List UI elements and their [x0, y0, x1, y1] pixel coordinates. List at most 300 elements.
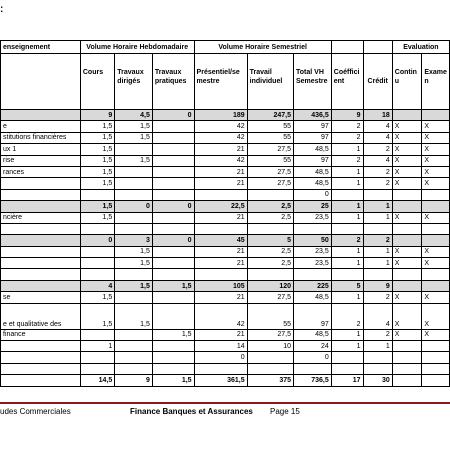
cell-cours: 1,5: [80, 132, 114, 143]
cell-e: X: [422, 155, 450, 166]
header-examen: Exame n: [422, 54, 450, 110]
cell-trav: [247, 189, 293, 200]
cell-pres: [194, 223, 247, 234]
cell-cours: 1,5: [80, 144, 114, 155]
cell-total: 225: [294, 280, 332, 291]
cell-e: [422, 363, 450, 374]
cell-credit: [363, 269, 392, 280]
cell-td: 1,5: [115, 280, 153, 291]
header-cours: Cours: [80, 54, 114, 110]
cell-tp: [152, 246, 194, 257]
cell-credit: 4: [363, 132, 392, 143]
cell-pres: 42: [194, 155, 247, 166]
cell-credit: 30: [363, 375, 392, 386]
cell-tp: [152, 352, 194, 363]
cell-c: [392, 235, 422, 246]
cell-c: [392, 363, 422, 374]
total-row: [1, 375, 450, 386]
cell-c: [392, 352, 422, 363]
cell-tp: [152, 269, 194, 280]
cell-pres: 42: [194, 303, 247, 329]
cell-c: [392, 110, 422, 121]
cell-e: X: [422, 258, 450, 269]
cell-coef: 2: [331, 235, 363, 246]
cell-cours: 9: [80, 110, 114, 121]
cell-name: [1, 363, 81, 374]
subtotal-row: [1, 110, 450, 121]
cell-credit: 2: [363, 144, 392, 155]
cell-trav: 55: [247, 132, 293, 143]
header-coef: Coéffici ent: [331, 54, 363, 110]
cell-tp: 0: [152, 110, 194, 121]
cell-td: [115, 166, 153, 177]
cell-tp: [152, 121, 194, 132]
header-presentiel: Présentiel/se mestre: [194, 54, 247, 110]
cell-trav: 120: [247, 280, 293, 291]
cell-coef: [331, 223, 363, 234]
cell-td: [115, 341, 153, 352]
table-row: [1, 121, 450, 132]
table-row: [1, 329, 450, 340]
cell-name: [1, 375, 81, 386]
cell-total: 0: [294, 189, 332, 200]
cell-cours: 0: [80, 235, 114, 246]
cell-credit: 2: [363, 329, 392, 340]
cell-total: 436,5: [294, 110, 332, 121]
header-evaluation: Evaluation: [392, 41, 449, 54]
cell-td: [115, 144, 153, 155]
cell-pres: 189: [194, 110, 247, 121]
cell-tp: [152, 292, 194, 303]
cell-coef: [331, 363, 363, 374]
cell-coef: 1: [331, 246, 363, 257]
cell-credit: 18: [363, 110, 392, 121]
cell-credit: 2: [363, 166, 392, 177]
cell-trav: 27,5: [247, 329, 293, 340]
cell-tp: [152, 258, 194, 269]
cell-coef: 1: [331, 166, 363, 177]
table-row: [1, 144, 450, 155]
cell-trav: 27,5: [247, 178, 293, 189]
cell-e: X: [422, 303, 450, 329]
cell-tp: [152, 212, 194, 223]
cell-name: [1, 201, 81, 212]
cell-td: 1,5: [115, 132, 153, 143]
cell-trav: 2,5: [247, 246, 293, 257]
table-row: [1, 269, 450, 280]
cell-e: X: [422, 132, 450, 143]
cell-credit: 4: [363, 155, 392, 166]
cell-tp: [152, 223, 194, 234]
cell-credit: 1: [363, 258, 392, 269]
cell-cours: [80, 329, 114, 340]
cell-e: [422, 352, 450, 363]
cell-c: [392, 189, 422, 200]
cell-total: 97: [294, 132, 332, 143]
cell-total: 736,5: [294, 375, 332, 386]
cell-c: X: [392, 132, 422, 143]
header-credit: Crédit: [363, 54, 392, 110]
header-semester-volume: Volume Horaire Semestriel: [194, 41, 331, 54]
cell-e: [422, 189, 450, 200]
cell-trav: 247,5: [247, 110, 293, 121]
cell-credit: 2: [363, 178, 392, 189]
cell-coef: 2: [331, 121, 363, 132]
cell-tp: 0: [152, 235, 194, 246]
cell-c: [392, 201, 422, 212]
cell-pres: 361,5: [194, 375, 247, 386]
cell-cours: 1,5: [80, 155, 114, 166]
cell-td: 3: [115, 235, 153, 246]
cell-trav: 55: [247, 155, 293, 166]
cell-e: [422, 375, 450, 386]
cell-c: [392, 341, 422, 352]
cell-td: 1,5: [115, 246, 153, 257]
cell-total: 48,5: [294, 166, 332, 177]
cell-total: 25: [294, 201, 332, 212]
cell-e: [422, 110, 450, 121]
cell-tp: [152, 189, 194, 200]
cell-cours: [80, 189, 114, 200]
cell-pres: 105: [194, 280, 247, 291]
cell-pres: [194, 363, 247, 374]
table-row: [1, 178, 450, 189]
cell-cours: 4: [80, 280, 114, 291]
header-continu: Contin u: [392, 54, 422, 110]
cell-trav: 2,5: [247, 212, 293, 223]
cell-credit: [363, 363, 392, 374]
cell-c: X: [392, 121, 422, 132]
cell-trav: [247, 363, 293, 374]
cell-name: [1, 235, 81, 246]
cell-coef: [331, 189, 363, 200]
table-header-row-1: [1, 41, 450, 54]
cell-pres: 21: [194, 292, 247, 303]
cell-pres: 14: [194, 341, 247, 352]
cell-pres: 45: [194, 235, 247, 246]
cell-cours: 1,5: [80, 121, 114, 132]
cell-credit: 2: [363, 235, 392, 246]
cell-c: X: [392, 258, 422, 269]
cell-td: 1,5: [115, 258, 153, 269]
cell-name: finance: [1, 329, 81, 340]
cell-c: [392, 223, 422, 234]
cell-coef: 1: [331, 341, 363, 352]
cell-trav: 2,5: [247, 201, 293, 212]
header-tp: Travaux pratiques: [152, 54, 194, 110]
header-empty-coef: [331, 41, 363, 54]
footer-page-number: Page 15: [270, 407, 300, 416]
cell-coef: [331, 269, 363, 280]
cell-trav: 10: [247, 341, 293, 352]
footer-school: udes Commerciales: [0, 407, 71, 416]
cell-pres: 42: [194, 121, 247, 132]
cell-coef: [331, 352, 363, 363]
cell-tp: [152, 303, 194, 329]
cell-td: [115, 329, 153, 340]
cell-e: X: [422, 246, 450, 257]
cell-c: X: [392, 329, 422, 340]
cell-c: X: [392, 155, 422, 166]
cell-total: 23,5: [294, 246, 332, 257]
cell-name: [1, 189, 81, 200]
cell-coef: 9: [331, 110, 363, 121]
cell-trav: [247, 223, 293, 234]
table-row: [1, 303, 450, 329]
header-empty-credit: [363, 41, 392, 54]
cell-name: [1, 110, 81, 121]
cell-e: X: [422, 178, 450, 189]
cell-e: [422, 280, 450, 291]
cell-td: 0: [115, 201, 153, 212]
curriculum-table: [0, 40, 450, 387]
table-header-row-2: [1, 54, 450, 110]
cell-td: 9: [115, 375, 153, 386]
cell-cours: 1,5: [80, 178, 114, 189]
cell-trav: 55: [247, 121, 293, 132]
cell-pres: 21: [194, 166, 247, 177]
cell-trav: 27,5: [247, 144, 293, 155]
cell-cours: [80, 269, 114, 280]
cell-total: 97: [294, 121, 332, 132]
cell-cours: 1,5: [80, 292, 114, 303]
cell-cours: [80, 223, 114, 234]
cell-c: X: [392, 303, 422, 329]
cell-td: [115, 363, 153, 374]
cell-tp: 1,5: [152, 375, 194, 386]
table-row: [1, 352, 450, 363]
cell-name: e et qualitative des: [1, 303, 81, 329]
cell-pres: 0: [194, 352, 247, 363]
cell-td: [115, 269, 153, 280]
cell-name: e: [1, 121, 81, 132]
cell-coef: 1: [331, 329, 363, 340]
cell-credit: [363, 189, 392, 200]
cell-credit: 1: [363, 212, 392, 223]
cell-coef: 17: [331, 375, 363, 386]
cell-td: [115, 212, 153, 223]
cell-cours: 1,5: [80, 166, 114, 177]
cell-total: 24: [294, 341, 332, 352]
cell-e: [422, 201, 450, 212]
cell-name: se: [1, 292, 81, 303]
table-row: [1, 166, 450, 177]
cell-e: X: [422, 292, 450, 303]
table-row: [1, 363, 450, 374]
cell-credit: [363, 223, 392, 234]
table-row: [1, 223, 450, 234]
cell-c: X: [392, 178, 422, 189]
cell-pres: 42: [194, 132, 247, 143]
subtotal-row: [1, 280, 450, 291]
cell-credit: 4: [363, 303, 392, 329]
cell-coef: 1: [331, 144, 363, 155]
cell-total: 48,5: [294, 329, 332, 340]
cell-trav: [247, 352, 293, 363]
cell-tp: [152, 178, 194, 189]
cell-e: [422, 269, 450, 280]
cell-credit: 1: [363, 201, 392, 212]
cell-credit: 1: [363, 246, 392, 257]
cell-name: rances: [1, 166, 81, 177]
cell-name: ncière: [1, 212, 81, 223]
cell-tp: 0: [152, 201, 194, 212]
header-travail: Travail individuel: [247, 54, 293, 110]
header-module: enseignement: [1, 41, 81, 54]
cell-tp: [152, 166, 194, 177]
cell-cours: [80, 363, 114, 374]
cell-total: 23,5: [294, 212, 332, 223]
cell-credit: 4: [363, 121, 392, 132]
cell-td: [115, 189, 153, 200]
cell-td: [115, 223, 153, 234]
cell-name: rise: [1, 155, 81, 166]
cell-credit: 2: [363, 292, 392, 303]
cell-pres: 21: [194, 212, 247, 223]
cell-c: [392, 269, 422, 280]
table-row: [1, 132, 450, 143]
cell-coef: 5: [331, 280, 363, 291]
cell-total: 97: [294, 303, 332, 329]
cell-total: 23,5: [294, 258, 332, 269]
cell-tp: [152, 363, 194, 374]
cell-pres: 21: [194, 144, 247, 155]
cell-trav: 27,5: [247, 292, 293, 303]
cell-credit: 9: [363, 280, 392, 291]
cell-name: [1, 269, 81, 280]
cell-tp: 1,5: [152, 280, 194, 291]
cell-pres: 21: [194, 246, 247, 257]
subtotal-row: [1, 235, 450, 246]
cell-c: X: [392, 144, 422, 155]
cell-name: [1, 352, 81, 363]
table-row: [1, 292, 450, 303]
cell-c: [392, 375, 422, 386]
footer-program: Finance Banques et Assurances: [130, 407, 253, 416]
cell-name: [1, 280, 81, 291]
cell-total: 97: [294, 155, 332, 166]
cell-c: [392, 280, 422, 291]
cell-total: [294, 269, 332, 280]
cell-td: 1,5: [115, 155, 153, 166]
cell-cours: 1,5: [80, 303, 114, 329]
cell-coef: 2: [331, 132, 363, 143]
cell-name: ux 1: [1, 144, 81, 155]
table-row: [1, 258, 450, 269]
cell-name: stitutions financières: [1, 132, 81, 143]
cell-e: [422, 223, 450, 234]
cell-td: 1,5: [115, 121, 153, 132]
cell-pres: 21: [194, 329, 247, 340]
cell-td: [115, 292, 153, 303]
cell-e: [422, 235, 450, 246]
cell-pres: 21: [194, 258, 247, 269]
cell-tp: [152, 341, 194, 352]
cell-pres: [194, 269, 247, 280]
table-row: [1, 246, 450, 257]
cell-pres: 22,5: [194, 201, 247, 212]
cell-credit: [363, 352, 392, 363]
cell-cours: 1,5: [80, 201, 114, 212]
header-total: Total VH Semestre: [294, 54, 332, 110]
cell-total: 50: [294, 235, 332, 246]
header-weekly-volume: Volume Horaire Hebdomadaire: [80, 41, 194, 54]
footer-divider: [0, 402, 450, 404]
header-module-blank: [1, 54, 81, 110]
cell-trav: 375: [247, 375, 293, 386]
cell-coef: 1: [331, 292, 363, 303]
cell-total: 48,5: [294, 144, 332, 155]
cell-cours: 14,5: [80, 375, 114, 386]
cell-tp: [152, 132, 194, 143]
cell-c: X: [392, 246, 422, 257]
cell-name: [1, 223, 81, 234]
table-row: [1, 189, 450, 200]
cell-coef: 2: [331, 155, 363, 166]
table-row: [1, 341, 450, 352]
cell-cours: [80, 352, 114, 363]
cell-coef: 1: [331, 212, 363, 223]
cell-e: [422, 341, 450, 352]
cell-coef: 2: [331, 303, 363, 329]
cell-td: [115, 178, 153, 189]
cell-total: [294, 223, 332, 234]
cell-cours: [80, 246, 114, 257]
cell-total: 48,5: [294, 178, 332, 189]
table-row: [1, 155, 450, 166]
cell-e: X: [422, 329, 450, 340]
cell-name: [1, 341, 81, 352]
cell-trav: 2,5: [247, 258, 293, 269]
cell-trav: [247, 269, 293, 280]
cell-td: [115, 352, 153, 363]
cell-trav: 55: [247, 303, 293, 329]
cell-e: X: [422, 166, 450, 177]
cell-total: 48,5: [294, 292, 332, 303]
cell-credit: 1: [363, 341, 392, 352]
cell-c: X: [392, 292, 422, 303]
cell-total: [294, 363, 332, 374]
cell-tp: 1,5: [152, 329, 194, 340]
cell-name: [1, 178, 81, 189]
subtotal-row: [1, 201, 450, 212]
cell-tp: [152, 144, 194, 155]
cell-cours: 1: [80, 341, 114, 352]
cell-pres: [194, 189, 247, 200]
cell-e: X: [422, 144, 450, 155]
table-row: [1, 212, 450, 223]
cell-name: [1, 246, 81, 257]
section-heading-mark: :: [0, 4, 4, 15]
cell-cours: 1,5: [80, 212, 114, 223]
cell-coef: 1: [331, 178, 363, 189]
cell-coef: 1: [331, 201, 363, 212]
cell-td: 4,5: [115, 110, 153, 121]
cell-trav: 5: [247, 235, 293, 246]
cell-total: 0: [294, 352, 332, 363]
cell-cours: [80, 258, 114, 269]
cell-coef: 1: [331, 258, 363, 269]
cell-c: X: [392, 212, 422, 223]
cell-e: X: [422, 121, 450, 132]
cell-c: X: [392, 166, 422, 177]
cell-tp: [152, 155, 194, 166]
header-td: Travaux dirigés: [115, 54, 153, 110]
cell-td: 1,5: [115, 303, 153, 329]
cell-e: X: [422, 212, 450, 223]
cell-pres: 21: [194, 178, 247, 189]
cell-trav: 27,5: [247, 166, 293, 177]
